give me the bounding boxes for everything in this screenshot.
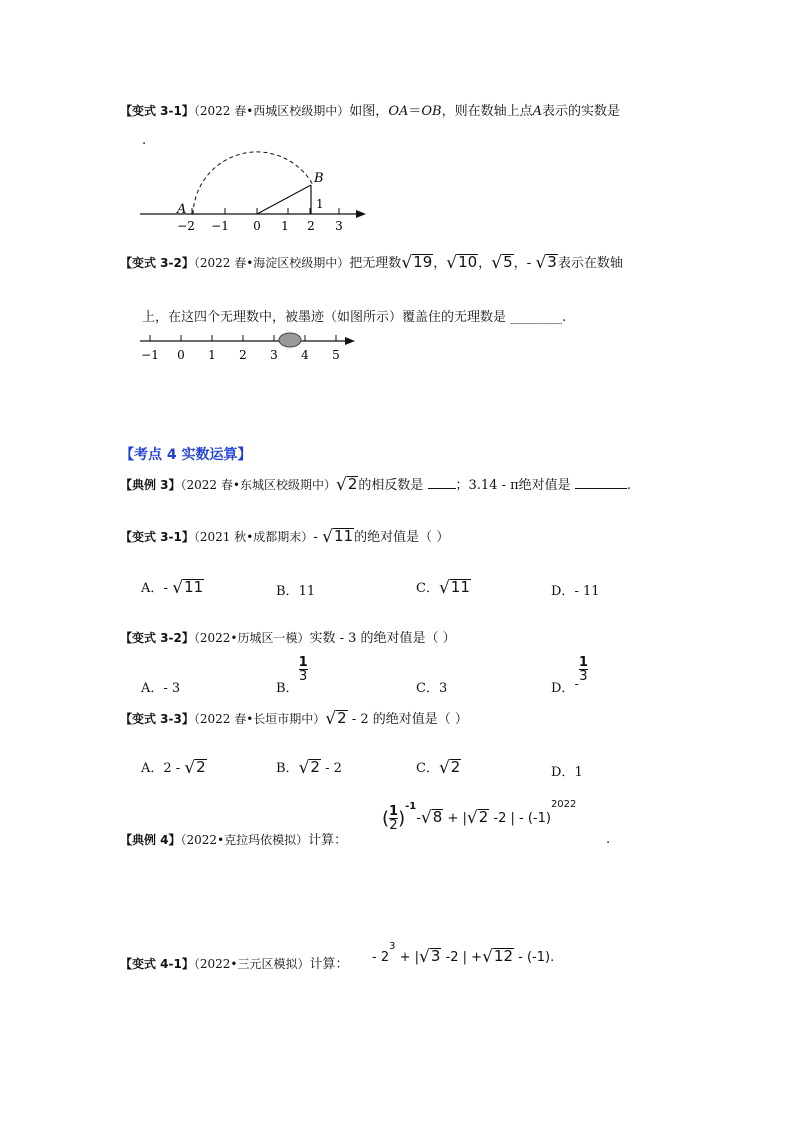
radicand: 19 [413, 253, 433, 271]
question-text: 实数 - 3 的绝对值是（ ） [309, 631, 456, 646]
denominator: 3 [579, 669, 588, 684]
radical-sqrt12: √12 [482, 947, 513, 967]
radicand: 12 [493, 947, 513, 965]
axis-arrow [345, 337, 355, 345]
minus-sign: - [574, 677, 579, 692]
option-a[interactable] [141, 677, 180, 696]
operator: - [416, 811, 421, 826]
denominator: 2 [389, 818, 398, 833]
operator: + | [399, 950, 420, 965]
answer-dot: . [142, 133, 147, 148]
tick-label: 5 [332, 348, 340, 362]
option-label: B． [276, 681, 299, 696]
expression-variant-4-1 [372, 940, 555, 967]
radicand: 2 [478, 808, 489, 826]
question-text: 表示在数轴 [557, 256, 623, 271]
tick-label: 3 [335, 219, 343, 233]
section-heading: 【考点 4 实数运算】 [120, 447, 252, 463]
tick-label: −1 [141, 348, 159, 362]
radical-sqrt11: √11 [322, 527, 354, 547]
paren-open: ( [382, 808, 390, 829]
example-3 [120, 474, 631, 494]
question-text: 的绝对值是（ ） [354, 530, 450, 545]
question-source: （2022•历城区一模） [193, 631, 310, 645]
expression-example-4 [382, 798, 577, 833]
option-value: 3 [438, 681, 448, 696]
question-tag: 【变式 4-1】 [120, 957, 194, 971]
example-4 [120, 829, 347, 848]
question-tag: 【变式 3-2】 [120, 631, 194, 645]
radical-sqrt2: √2 [335, 475, 358, 495]
axis-arrow [356, 210, 366, 218]
question-source: （2022•克拉玛依模拟） [180, 833, 309, 847]
question-text: 计算： [308, 833, 348, 848]
option-label: A． [141, 681, 164, 696]
question-source: （2021 秋•成都期末） [193, 530, 314, 544]
numerator: 1 [298, 655, 308, 670]
option-label: C． [416, 761, 439, 776]
question-source: （2022 春•西城区校级期中） [193, 104, 350, 118]
radicand: 2 [196, 758, 206, 776]
comma: ， [433, 256, 447, 271]
question-variant-4-1 [120, 953, 349, 972]
exponent: 2022 [550, 798, 577, 810]
radicand: 8 [432, 808, 443, 826]
radical-sqrt2: √2 [466, 808, 489, 828]
paren-close: ) [398, 808, 406, 829]
question-variant-3-2-b [120, 627, 456, 646]
radical-sqrt11: √11 [172, 578, 204, 598]
option-label: A． [141, 581, 164, 596]
number-line-figure-2 [135, 330, 365, 366]
radicand: 2 [450, 758, 461, 776]
question-text: 表示的实数是 [542, 104, 621, 119]
question-text: - 2 的绝对值是（ ） [347, 712, 468, 727]
minus-sign: - [313, 530, 323, 545]
segment-oa: OA [388, 104, 409, 119]
question-tag: 【变式 3-1】 [120, 530, 194, 544]
question-text: 把无理数 [349, 256, 402, 271]
fraction-one-third [579, 656, 588, 683]
option-value: 2 - [163, 761, 185, 776]
minus-sign: - [526, 256, 536, 271]
tick-label: 1 [281, 219, 289, 233]
question-text: 如图， [349, 104, 389, 119]
radicand: 2 [337, 709, 347, 727]
radicand: 3 [547, 253, 557, 271]
tick-label: 4 [301, 348, 309, 362]
side-length-label: 1 [316, 197, 324, 211]
operator: - 2 [372, 950, 390, 965]
number-line-figure-1 [130, 150, 380, 240]
tick-label: 2 [307, 219, 315, 233]
operator: + | [447, 811, 467, 826]
ink-blot [279, 333, 301, 347]
radical-sqrt2: √2 [325, 709, 347, 729]
fraction-one-half [389, 805, 398, 832]
period: . [550, 950, 555, 965]
question-variant-3-2-a [120, 252, 623, 272]
option-label: B． [276, 761, 299, 776]
option-label: D． [551, 765, 575, 780]
period: . [606, 832, 611, 847]
option-a[interactable] [141, 577, 204, 597]
exponent: -1 [405, 800, 417, 812]
minus-sign: - [163, 581, 173, 596]
point-b: B [314, 171, 324, 186]
radicand: 10 [458, 253, 478, 271]
question-variant-3-1-b [120, 526, 449, 546]
option-d[interactable] [551, 656, 588, 696]
option-value: - 11 [574, 584, 600, 599]
option-d[interactable] [551, 761, 583, 780]
radicand: 11 [450, 578, 470, 596]
radicand: 2 [347, 475, 358, 493]
option-value: 11 [298, 584, 316, 599]
option-value: - 3 [163, 681, 181, 696]
segment-ob: OB [421, 104, 442, 119]
equals-sign: ＝ [408, 104, 422, 119]
operator: -2 | - (-1) [493, 811, 551, 826]
comma: ， [513, 256, 527, 271]
option-label: C． [416, 581, 439, 596]
question-source: （2022•三元区模拟） [193, 957, 310, 971]
radical-sqrt2: √2 [184, 758, 206, 778]
option-value: - 2 [320, 761, 342, 776]
option-label: C． [416, 681, 439, 696]
period: . [626, 478, 631, 493]
option-d[interactable] [551, 580, 600, 599]
option-b[interactable] [276, 580, 315, 599]
tick-label: −1 [211, 219, 229, 233]
radical-sqrt8: √8 [420, 808, 443, 828]
tick-label: 3 [270, 348, 278, 362]
option-b[interactable] [276, 656, 308, 696]
question-text-line2: 上，在这四个无理数中，被墨迹（如图所示）覆盖住的无理数是 ________. [142, 310, 567, 325]
radical-sqrt5: √5 [491, 253, 513, 273]
question-tag: 【变式 3-1】 [120, 104, 194, 118]
option-c[interactable] [416, 577, 471, 597]
option-value: 1 [574, 765, 583, 780]
option-label: A． [141, 761, 164, 776]
radical-sqrt2: √2 [438, 758, 461, 778]
question-variant-3-1-a [120, 100, 620, 119]
radical-sqrt3: √3 [419, 947, 441, 967]
question-tag: 【变式 3-3】 [120, 712, 194, 726]
option-c[interactable] [416, 757, 461, 777]
answer-blank [428, 488, 456, 489]
question-tag: 【典例 3】 [120, 478, 181, 492]
operator: - (-1) [518, 950, 551, 965]
denominator: 3 [298, 669, 308, 684]
question-text: ；3.14 - π绝对值是 [455, 478, 571, 493]
operator: -2 | + [445, 950, 483, 965]
question-source: （2022 春•东城区校级期中） [180, 478, 336, 492]
radicand: 2 [310, 758, 320, 776]
segment-ob-line [257, 185, 311, 214]
fraction-one-third [299, 656, 308, 683]
radical-sqrt19: √19 [401, 253, 433, 273]
point-a: A [177, 202, 187, 217]
option-label: D． [551, 681, 575, 696]
radical-sqrt3: √3 [535, 253, 557, 273]
tick-label: 0 [253, 219, 261, 233]
numerator: 1 [578, 655, 588, 670]
option-label: B． [276, 584, 299, 599]
radicand: 11 [333, 527, 354, 545]
radical-sqrt10: √10 [446, 253, 478, 273]
tick-label: 0 [177, 348, 185, 362]
question-text: 计算： [309, 957, 349, 972]
dashed-arc [193, 152, 313, 214]
radicand: 11 [184, 578, 204, 596]
question-text: ，则在数轴上点 [441, 104, 533, 119]
tick-label: 2 [239, 348, 247, 362]
numerator: 1 [389, 804, 399, 819]
radicand: 5 [503, 253, 513, 271]
radical-sqrt11: √11 [438, 578, 470, 598]
answer-blank [575, 488, 627, 489]
radicand: 3 [430, 947, 441, 965]
point-a-label: A [532, 104, 542, 119]
option-label: D． [551, 584, 575, 599]
radical-sqrt2: √2 [298, 758, 320, 778]
option-c[interactable] [416, 677, 447, 696]
question-source: （2022 春•海淀区校级期中） [193, 256, 350, 270]
option-a[interactable] [141, 757, 207, 777]
question-variant-3-3 [120, 708, 468, 728]
question-tag: 【变式 3-2】 [120, 256, 194, 270]
tick-label: −2 [177, 219, 195, 233]
question-text: 的相反数是 [358, 478, 424, 493]
question-tag: 【典例 4】 [120, 833, 181, 847]
question-source: （2022 春•长垣市期中） [193, 712, 326, 726]
tick-label: 1 [208, 348, 216, 362]
exponent: 3 [389, 940, 396, 952]
comma: ， [478, 256, 492, 271]
option-b[interactable] [276, 757, 342, 777]
